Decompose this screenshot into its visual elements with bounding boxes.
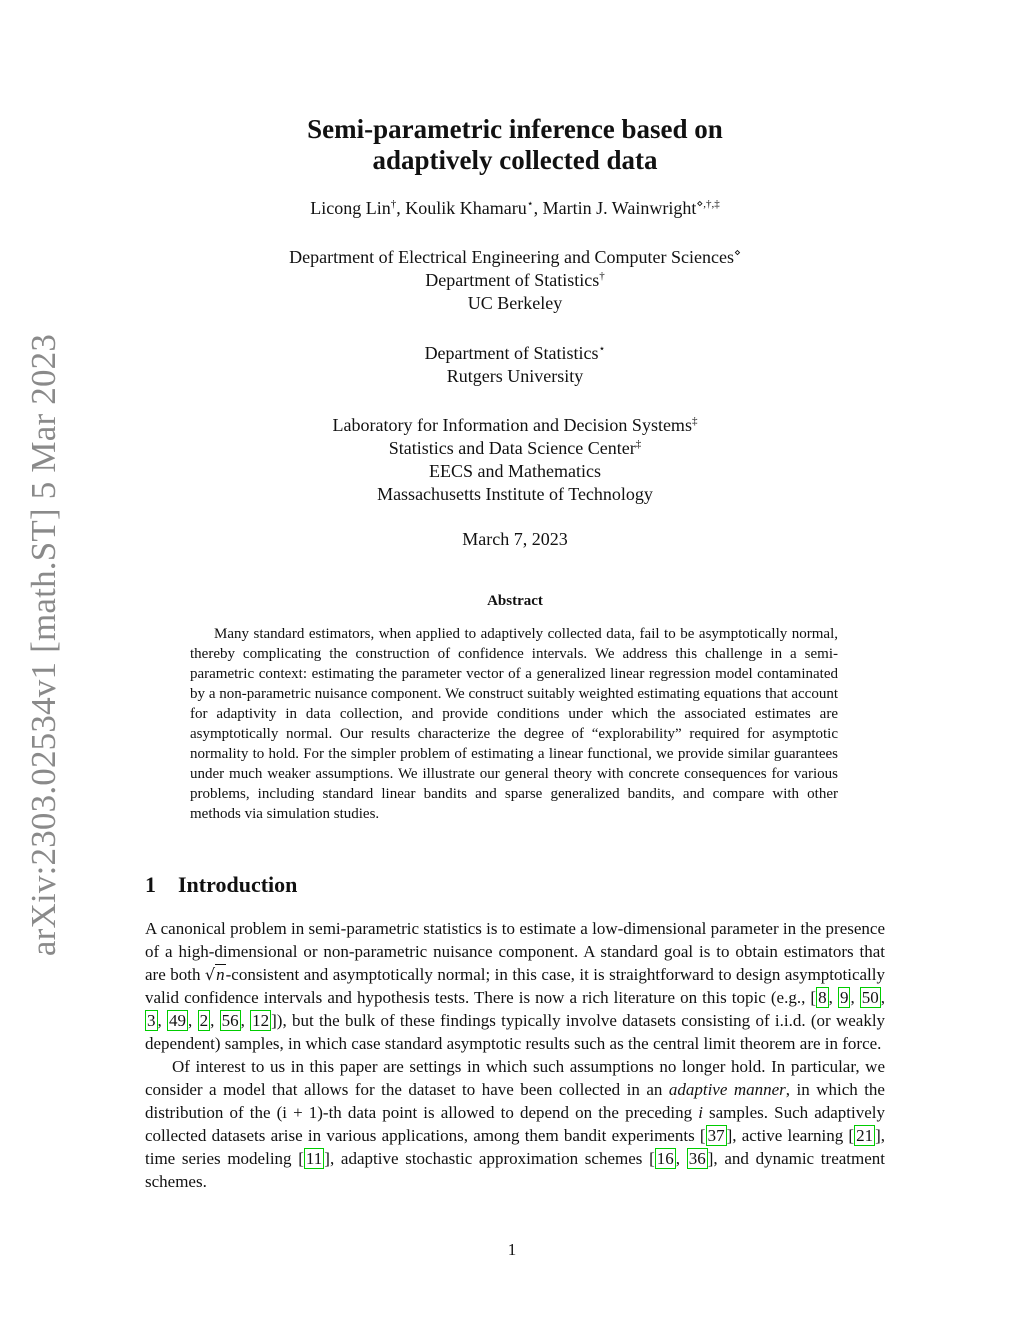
title-line-2: adaptively collected data bbox=[372, 145, 658, 175]
author-mark: † bbox=[390, 198, 397, 210]
section-title: Introduction bbox=[178, 872, 298, 897]
math-variable: i bbox=[698, 1103, 703, 1122]
page-number: 1 bbox=[507, 1240, 517, 1259]
author-name: Martin J. Wainwright bbox=[542, 198, 697, 218]
emphasis-text: adaptive manner bbox=[668, 1080, 786, 1099]
citation-link[interactable]: 12 bbox=[252, 1011, 270, 1030]
intro-paragraph-1: A canonical problem in semi-parametric statistics is to estimate a low-dimensional parameter in the presence of a high-dimensional or non-parametric nuisance component. A standard goal is to obtain estimators that are both √n-consistent and asymptotically normal; in this case, it is straightforward to design asymptotically valid confidence intervals and hypothesis tests. There is now a rich literature on this topic (e.g., [ 8 , 9 , 50 , 3 , 49 , 2 , 56 , 12 ]), but the bulk of these findings typically involve datasets consisting of i.i.d. (or weakly dependent) samples, in which case standard asymptotic results such as the central limit theorem are in force. bbox=[145, 919, 886, 1053]
citation-link[interactable]: 9 bbox=[839, 988, 849, 1007]
affiliation-line: Statistics and Data Science Center‡ bbox=[388, 438, 642, 458]
affiliation-line: UC Berkeley bbox=[467, 293, 563, 313]
citation-link[interactable]: 11 bbox=[305, 1149, 323, 1168]
affiliation-line: Rutgers University bbox=[446, 366, 584, 386]
arxiv-side-stamp bbox=[14, 333, 74, 957]
author-mark: ⋆ bbox=[526, 198, 534, 210]
affiliation-group-mit bbox=[150, 414, 880, 506]
abstract-text: Many standard estimators, when applied to adaptively collected data, fail to be asymptotically normal, thereby complicating the construction of confidence intervals. We address this challenge in a semi-parametric context: estimating the parameter vector of a generalized linear regression model contaminated by a non-parametric nuisance component. We construct suitably weighted estimating equations that account for adaptivity in data collection, and provide conditions under which the associated estimates are asymptotically normal. Our results characterize the degree of “explorability” required for asymptotic normality to hold. For the simpler problem of estimating a linear functional, we provide similar guarantees under much weaker assumptions. We illustrate our general theory with concrete consequences for various problems, including standard linear bandits and sparse generalized bandits, and compare with other methods via simulation studies. bbox=[190, 626, 838, 822]
paper-title bbox=[150, 114, 880, 176]
section-heading bbox=[145, 872, 297, 898]
affiliation-group-berkeley bbox=[150, 246, 880, 315]
citation-link[interactable]: 49 bbox=[169, 1011, 187, 1030]
citation-link[interactable]: 2 bbox=[199, 1011, 209, 1030]
citation-link[interactable]: 37 bbox=[707, 1126, 725, 1145]
author-list: Licong Lin†, Koulik Khamaru⋆, Martin J. Wainwright⋄,†,‡ bbox=[310, 198, 720, 218]
affiliation-group-rutgers bbox=[150, 342, 880, 388]
author-name: Koulik Khamaru bbox=[405, 198, 527, 218]
affiliation-line: Massachusetts Institute of Technology bbox=[377, 484, 653, 504]
paper-date: March 7, 2023 bbox=[462, 529, 568, 549]
author-name: Licong Lin bbox=[310, 198, 391, 218]
introduction-body bbox=[145, 917, 885, 1193]
affiliation-line: Department of Statistics† bbox=[425, 270, 605, 290]
affiliation-line: Department of Electrical Engineering and Computer Sciences⋄ bbox=[289, 247, 741, 267]
citation-link[interactable]: 8 bbox=[818, 988, 827, 1007]
abstract-heading: Abstract bbox=[487, 593, 543, 609]
arxiv-identifier: arXiv:2303.02534v1 [math.ST] 5 Mar 2023 bbox=[24, 333, 64, 957]
sqrt-variable: n bbox=[216, 965, 225, 984]
citation-link[interactable]: 3 bbox=[147, 1011, 156, 1030]
citation-link[interactable]: 50 bbox=[861, 988, 879, 1007]
citation-link[interactable]: 16 bbox=[656, 1149, 674, 1168]
citation-link[interactable]: 36 bbox=[688, 1149, 706, 1168]
citation-link[interactable]: 56 bbox=[221, 1011, 239, 1030]
title-line-1: Semi-parametric inference based on bbox=[307, 114, 723, 144]
affiliation-line: Department of Statistics⋆ bbox=[424, 343, 606, 363]
section-number: 1 bbox=[145, 872, 156, 897]
intro-paragraph-2: Of interest to us in this paper are settings in which such assumptions no longer hold. In particular, we consider a model that allows for the dataset to have been collected in an adaptive manner, in which the distribution of the (i + 1)-th data point is allowed to depend on the preceding i samples. Such adaptively collected datasets arise in various applications, among them bandit experiments [ 37 ], active learning [ 21 ], time series modeling [ 11 ], adaptive stochastic approximation schemes [ 16 , 36 ], and dynamic treatment schemes. bbox=[145, 1057, 886, 1191]
citation-link[interactable]: 21 bbox=[856, 1126, 874, 1145]
author-mark: ⋄,†,‡ bbox=[696, 198, 720, 210]
affiliation-line: EECS and Mathematics bbox=[429, 461, 601, 481]
math-expression: (i + 1) bbox=[276, 1103, 323, 1122]
sqrt-symbol: √ bbox=[204, 965, 216, 984]
affiliation-line: Laboratory for Information and Decision Systems‡ bbox=[332, 415, 698, 435]
